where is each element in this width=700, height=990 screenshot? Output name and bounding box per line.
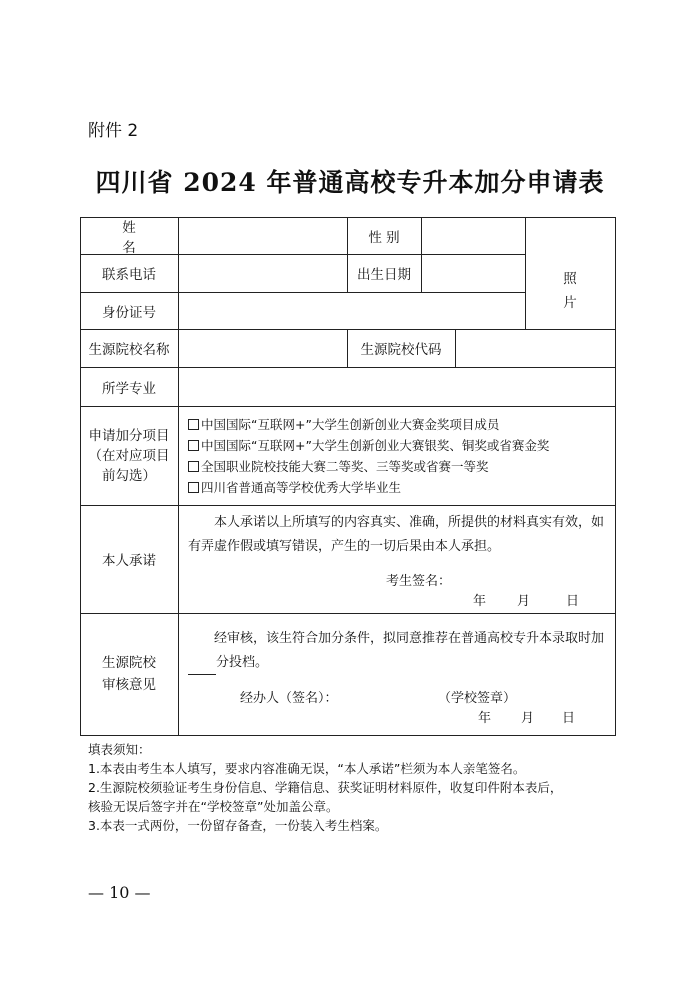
pledge-text: 本人承诺以上所填写的内容真实、准确，所提供的材料真实有效，如有弄虚作假或填写错误，产生的一切后果由本人承担。 (188, 515, 605, 554)
checkbox[interactable] (188, 461, 199, 472)
pledge-day: 日 (566, 594, 580, 609)
review-text: 经审核，该生符合加分条件，拟同意推荐在普通高校专升本录取时加分投档。 (188, 627, 608, 675)
school-code-label: 生源院校代码 (360, 342, 442, 358)
review-label-line2: 审核意见 (102, 677, 156, 693)
review-year: 年 (478, 711, 492, 726)
school-name-label: 生源院校名称 (88, 342, 170, 358)
bonus-label-line1: 申请加分项目 (88, 427, 170, 444)
attachment-label: 附件 2 (88, 121, 139, 141)
school-seal-label: （学校签章） (438, 691, 517, 706)
checkbox[interactable] (188, 482, 199, 493)
name-input[interactable] (179, 218, 347, 254)
birth-date-input[interactable] (422, 255, 525, 292)
school-code-input[interactable] (456, 330, 615, 367)
phone-label: 联系电话 (102, 267, 156, 283)
school-review-label (80, 613, 178, 735)
id-number-label: 身份证号 (102, 304, 156, 321)
major-input[interactable] (179, 368, 615, 406)
pledge-year: 年 (473, 594, 487, 609)
table-line (615, 217, 616, 736)
bonus-item[interactable]: 中国国际“互联网+”大学生创新创业大赛银奖、铜奖或省赛金奖 (188, 435, 549, 456)
page-number: — 10 — (88, 883, 151, 902)
bonus-label-line2: （在对应项目 (88, 447, 170, 464)
school-name-input[interactable] (179, 330, 347, 367)
review-month: 月 (521, 711, 535, 726)
page-title: 四川省 2024 年普通高校专升本加分申请表 (95, 168, 605, 197)
notes-item: 1.本表由考生本人填写，要求内容准确无误，“本人承诺”栏须为本人亲笔签名。 (88, 761, 526, 776)
pledge-month: 月 (517, 594, 531, 609)
notes-item: 3.本表一式两份，一份留存备查，一份装入考生档案。 (88, 818, 388, 833)
filling-instructions (88, 740, 628, 835)
bonus-checklist (188, 414, 549, 498)
review-label-line1: 生源院校 (102, 655, 156, 671)
bonus-label-line3: 前勾选） (102, 467, 156, 484)
checkbox[interactable] (188, 440, 199, 451)
photo-box[interactable] (525, 248, 615, 334)
checkbox[interactable] (188, 419, 199, 430)
bonus-points-blank[interactable] (188, 660, 216, 675)
examinee-signature-label: 考生签名： (386, 574, 452, 589)
name-label: 姓 名 (122, 219, 156, 256)
notes-heading: 填表须知： (88, 742, 151, 757)
bonus-item[interactable]: 四川省普通高等学校优秀大学毕业生 (188, 477, 549, 498)
notes-item: 核验无误后签字并在“学校签章”处加盖公章。 (88, 799, 339, 814)
bonus-items-label (80, 406, 178, 505)
bonus-item[interactable]: 中国国际“互联网+”大学生创新创业大赛金奖项目成员 (188, 414, 549, 435)
handler-signature-label: 经办人（签名）： (240, 691, 338, 706)
review-day: 日 (562, 711, 576, 726)
id-number-input[interactable] (179, 293, 525, 329)
photo-label-line2: 片 (563, 295, 577, 311)
major-label: 所学专业 (102, 380, 156, 397)
gender-label: 性 别 (368, 229, 400, 246)
notes-item: 2.生源院校须验证考生身份信息、学籍信息、获奖证明材料原件，收复印件附本表后， (88, 780, 563, 795)
photo-label-line1: 照 (563, 271, 577, 287)
bonus-item[interactable]: 全国职业院校技能大赛二等奖、三等奖或省赛一等奖 (188, 456, 549, 477)
gender-input[interactable] (422, 218, 525, 254)
birth-date-label: 出生日期 (357, 267, 411, 283)
phone-input[interactable] (179, 255, 347, 292)
pledge-label: 本人承诺 (102, 553, 156, 569)
table-line (80, 735, 615, 736)
